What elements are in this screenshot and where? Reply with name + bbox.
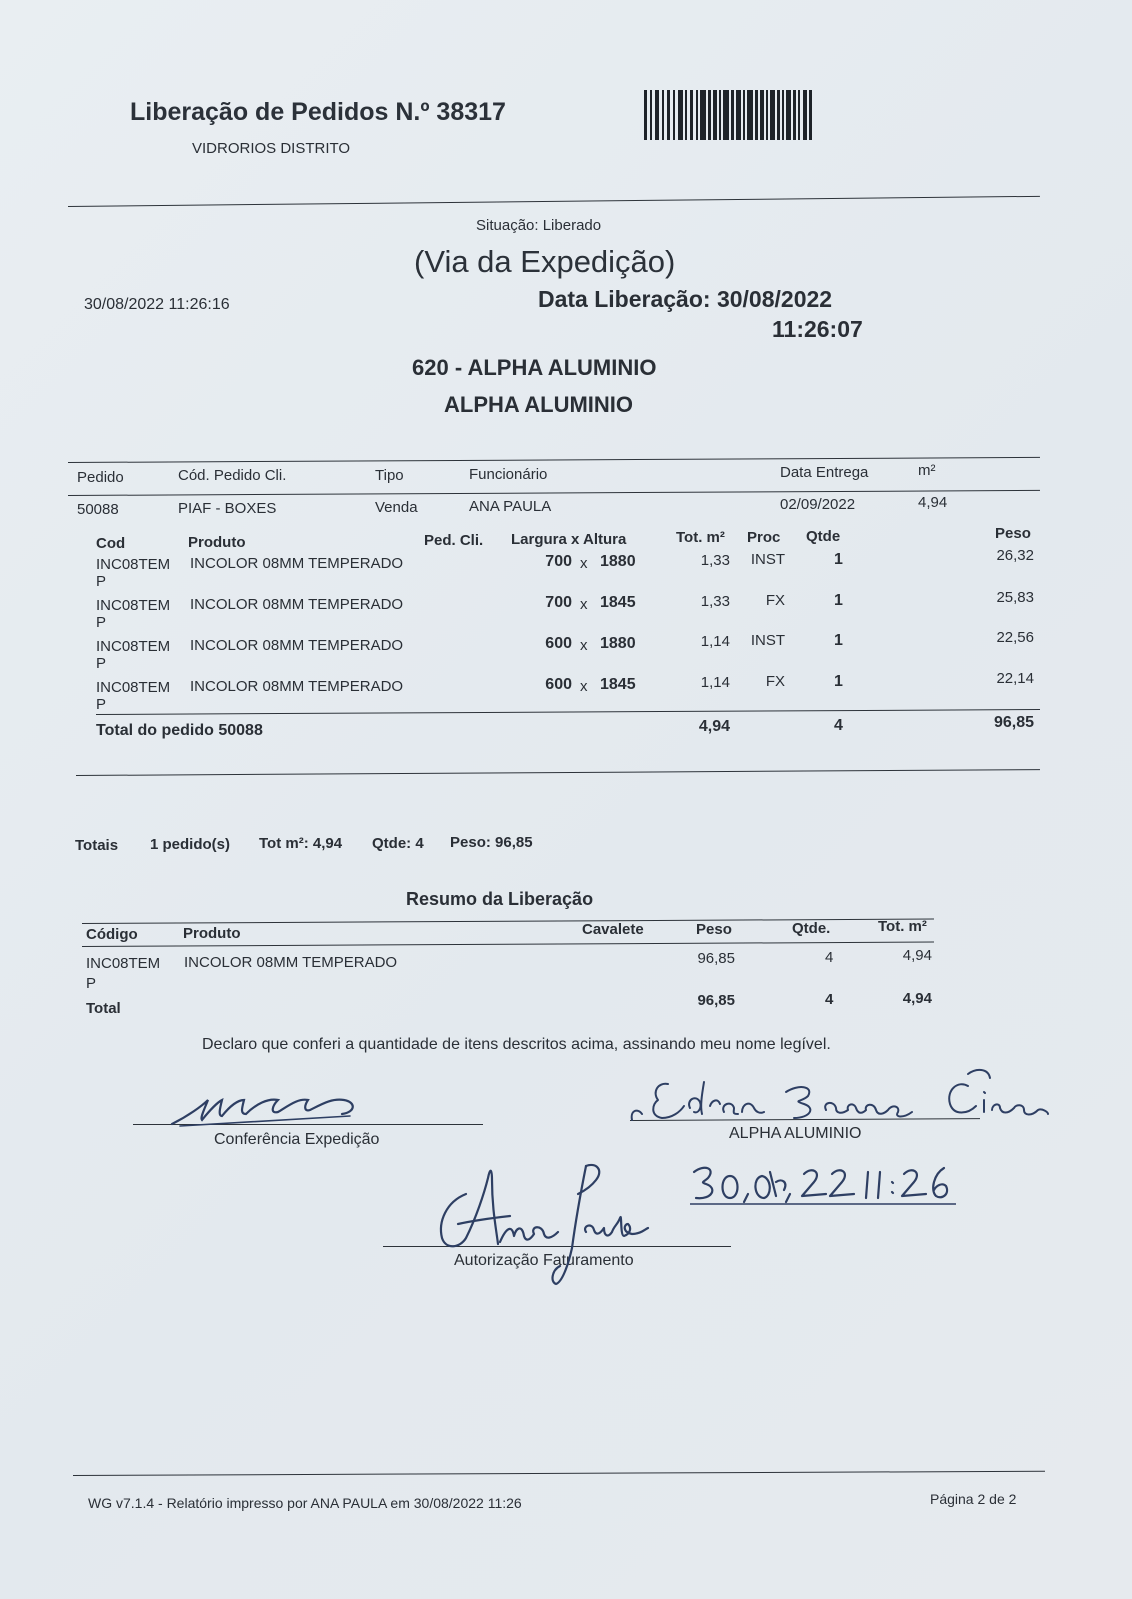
- autorizacao-label: Autorização Faturamento: [454, 1252, 634, 1269]
- totais-pedidos: 1 pedido(s): [150, 836, 231, 853]
- client-signature-line: [630, 1118, 980, 1121]
- item-peso: 22,14: [996, 670, 1034, 687]
- declaration-text: Declaro que conferi a quantidade de itens descritos acima, assinando meu nome legível.: [202, 1036, 831, 1053]
- resumo-total-qtde: 4: [825, 991, 834, 1008]
- items-end-line: [76, 769, 1040, 776]
- items-col-peso: Peso: [995, 525, 1031, 542]
- resumo-total-label: Total: [86, 1000, 121, 1017]
- col-tipo: Tipo: [375, 467, 404, 484]
- item-altura: 1880: [600, 553, 636, 570]
- item-altura: 1845: [600, 594, 636, 611]
- resumo-header-line: [82, 942, 934, 947]
- item-cod-suffix: P: [96, 573, 107, 590]
- totais-m2: Tot m²: 4,94: [259, 835, 343, 852]
- order-funcionario-value: ANA PAULA: [469, 498, 552, 515]
- resumo-col-cavalete: Cavalete: [582, 921, 644, 938]
- resumo-produto: INCOLOR 08MM TEMPERADO: [184, 954, 398, 971]
- resumo-codigo: INC08TEM: [86, 955, 161, 972]
- items-total-line: [96, 709, 1040, 715]
- item-peso: 22,56: [996, 629, 1034, 646]
- order-total-peso: 96,85: [993, 714, 1034, 731]
- order-top-line: [68, 457, 1040, 463]
- client-code-name: 620 - ALPHA ALUMINIO: [412, 355, 657, 380]
- client-signature-label: ALPHA ALUMINIO: [729, 1125, 862, 1142]
- resumo-col-peso: Peso: [696, 921, 732, 938]
- totais-label: Totais: [75, 837, 119, 854]
- items-col-cod: Cod: [96, 535, 126, 552]
- resumo-col-qtde: Qtde.: [792, 920, 831, 937]
- conferencia-signature-line: [133, 1124, 483, 1125]
- resumo-qtde: 4: [825, 949, 834, 966]
- release-date: Data Liberação: 30/08/2022: [538, 286, 833, 312]
- resumo-total-peso: 96,85: [697, 992, 735, 1009]
- resumo-total-m2: 4,94: [902, 990, 932, 1007]
- order-total-m2: 4,94: [698, 718, 730, 735]
- item-tot-m2: 1,33: [700, 552, 730, 569]
- item-cod: INC08TEM: [96, 597, 171, 614]
- item-proc: FX: [765, 673, 785, 690]
- order-total-qtde: 4: [834, 717, 843, 734]
- item-x: x: [580, 637, 588, 654]
- items-col-ped-cli: Ped. Cli.: [424, 532, 484, 549]
- footer-page-number: Página 2 de 2: [930, 1491, 1017, 1507]
- order-pedido-value: 50088: [77, 501, 119, 518]
- items-col-tot-m2: Tot. m²: [676, 529, 725, 546]
- item-produto: INCOLOR 08MM TEMPERADO: [190, 555, 404, 572]
- items-col-qtde: Qtde: [806, 528, 841, 545]
- via-label: (Via da Expedição): [414, 244, 676, 279]
- resumo-codigo-suffix: P: [86, 975, 97, 992]
- item-x: x: [580, 596, 588, 613]
- order-header-line: [68, 490, 1040, 496]
- item-qtde: 1: [834, 673, 843, 690]
- resumo-col-tot-m2: Tot. m²: [878, 918, 927, 935]
- order-cod-cli-value: PIAF - BOXES: [178, 500, 277, 517]
- item-largura: 700: [545, 594, 572, 611]
- item-proc: FX: [765, 592, 785, 609]
- resumo-tot-m2: 4,94: [902, 947, 932, 964]
- barcode-image: [642, 90, 814, 140]
- item-cod: INC08TEM: [96, 638, 171, 655]
- footer-printed-by: WG v7.1.4 - Relatório impresso por ANA PAULA em 30/08/2022 11:26: [88, 1495, 522, 1511]
- company-name: VIDRORIOS DISTRITO: [192, 140, 351, 157]
- resumo-peso: 96,85: [697, 950, 735, 967]
- item-cod-suffix: P: [96, 655, 107, 672]
- order-data-entrega-value: 02/09/2022: [780, 496, 856, 513]
- item-altura: 1880: [600, 635, 636, 652]
- item-produto: INCOLOR 08MM TEMPERADO: [190, 637, 404, 654]
- item-cod-suffix: P: [96, 696, 107, 713]
- order-tipo-value: Venda: [375, 499, 418, 516]
- order-total-label: Total do pedido 50088: [96, 722, 263, 739]
- print-datetime: 30/08/2022 11:26:16: [84, 296, 230, 313]
- item-peso: 25,83: [996, 589, 1034, 606]
- item-produto: INCOLOR 08MM TEMPERADO: [190, 596, 404, 613]
- item-largura: 700: [545, 553, 572, 570]
- conferencia-signature-image: [160, 1086, 390, 1136]
- item-tot-m2: 1,33: [700, 593, 730, 610]
- item-cod-suffix: P: [96, 614, 107, 631]
- totais-qtde: Qtde: 4: [372, 835, 424, 852]
- items-col-largura: Largura x Altura: [511, 531, 627, 548]
- col-m2: m²: [918, 462, 936, 479]
- item-largura: 600: [545, 635, 572, 652]
- item-qtde: 1: [834, 551, 843, 568]
- col-pedido: Pedido: [77, 469, 124, 486]
- release-time: 11:26:07: [772, 316, 863, 342]
- item-qtde: 1: [834, 592, 843, 609]
- item-cod: INC08TEM: [96, 679, 171, 696]
- totais-peso: Peso: 96,85: [450, 834, 533, 851]
- item-x: x: [580, 555, 588, 572]
- item-produto: INCOLOR 08MM TEMPERADO: [190, 678, 404, 695]
- footer-divider: [73, 1471, 1045, 1476]
- handwritten-date-image: [686, 1160, 966, 1212]
- resumo-col-codigo: Código: [86, 926, 138, 943]
- item-largura: 600: [545, 676, 572, 693]
- header-divider: [68, 196, 1040, 207]
- item-proc: INST: [750, 551, 785, 568]
- autorizacao-signature-line: [383, 1246, 731, 1247]
- order-m2-value: 4,94: [918, 494, 948, 511]
- items-col-proc: Proc: [747, 529, 781, 546]
- client-name: ALPHA ALUMINIO: [444, 392, 634, 417]
- items-col-produto: Produto: [188, 534, 246, 551]
- item-proc: INST: [750, 632, 785, 649]
- col-cod-pedido-cli: Cód. Pedido Cli.: [178, 467, 287, 484]
- item-qtde: 1: [834, 632, 843, 649]
- conferencia-label: Conferência Expedição: [214, 1131, 380, 1148]
- item-tot-m2: 1,14: [700, 633, 730, 650]
- item-x: x: [580, 678, 588, 695]
- resumo-col-produto: Produto: [183, 925, 241, 942]
- col-funcionario: Funcionário: [469, 466, 548, 483]
- item-cod: INC08TEM: [96, 556, 171, 573]
- document-title: Liberação de Pedidos N.º 38317: [130, 98, 506, 126]
- status-text: Situação: Liberado: [476, 217, 602, 234]
- item-tot-m2: 1,14: [700, 674, 730, 691]
- col-data-entrega: Data Entrega: [780, 464, 869, 481]
- item-altura: 1845: [600, 676, 636, 693]
- resumo-title: Resumo da Liberação: [406, 889, 594, 909]
- item-peso: 26,32: [996, 547, 1034, 564]
